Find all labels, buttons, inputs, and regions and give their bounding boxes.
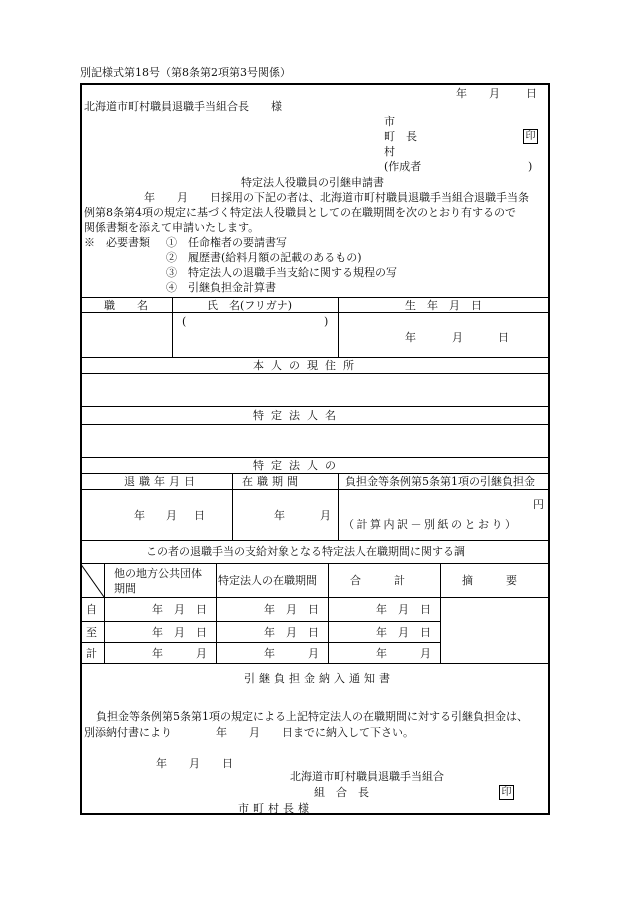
header-month: 月 (489, 87, 500, 100)
retire-month: 月 (166, 509, 177, 522)
rule (80, 406, 550, 407)
from-corp: 年 月 日 (264, 603, 319, 616)
rule (328, 563, 329, 663)
attachment-item: ② 履歴書(給料月額の記載のあるもの) (166, 251, 362, 264)
rule (80, 563, 550, 564)
row-label-sum: 計 (86, 647, 97, 660)
row-label-from: 自 (86, 603, 97, 616)
rule (104, 563, 105, 663)
header-other-gov-period: 期間 (114, 582, 136, 595)
amount-note: （計算内訳－別紙のとおり） (343, 518, 519, 531)
notice-line-1: 負担金等条例第5条第1項の規定による上記特定法人の在職期間に対する引継負担金は、 (96, 710, 528, 723)
attachment-item: ④ 引継負担金計算書 (166, 281, 276, 294)
addressee: 北海道市町村職員退職手当組合長 様 (84, 100, 282, 113)
notice-line-2: 別添納付書により 年 月 日までに納入して下さい。 (84, 726, 414, 739)
applicant-creator: (作成者 (384, 160, 422, 173)
address-header: 本人の現住所 (253, 359, 361, 372)
header-tenure: 在職期間 (242, 475, 302, 488)
rule (338, 297, 339, 357)
corp-header: 特定法人の (253, 459, 343, 472)
header-total: 合 計 (350, 574, 405, 587)
rule (80, 663, 550, 664)
body-line-3: 関係書類を添えて申請いたします。 (84, 221, 260, 234)
notice-recipient: 市町村長様 (238, 802, 313, 815)
applicant-shi: 市 (384, 115, 395, 128)
to-total: 年 月 日 (376, 626, 431, 639)
rule (80, 540, 550, 541)
tenure-year: 年 (274, 509, 285, 522)
to-other: 年 月 日 (152, 626, 207, 639)
rule (440, 563, 441, 663)
birth-year: 年 (405, 331, 416, 344)
body-line-2: 例第8条第4項の規定に基づく特定法人役職員としての在職期間を次のとおり有するので (84, 206, 516, 219)
rule (80, 597, 550, 598)
notice-issuer: 北海道市町村職員退職手当組合 (290, 770, 444, 783)
form-reference: 別記様式第18号（第8条第2項第3号関係） (80, 66, 291, 79)
form-title: 特定法人役職員の引継申請書 (241, 176, 384, 189)
rule (80, 621, 440, 622)
furigana-open: ( (182, 315, 187, 328)
sum-other: 年 月 (152, 647, 207, 660)
applicant-creator-close: ) (528, 160, 533, 173)
rule (80, 457, 550, 458)
rule (80, 312, 550, 313)
rule (80, 373, 550, 374)
header-name: 氏 名(フリガナ) (207, 299, 293, 312)
furigana-close: ) (324, 315, 329, 328)
retire-day: 日 (194, 509, 205, 522)
rule (80, 424, 550, 425)
rule (80, 642, 440, 643)
attachments-label: ※ 必要書類 (84, 236, 150, 249)
corp-name-header: 特定法人名 (253, 409, 343, 422)
tenure-month: 月 (320, 509, 331, 522)
to-corp: 年 月 日 (264, 626, 319, 639)
issuer-seal: 印 (499, 785, 514, 800)
header-day: 日 (526, 87, 537, 100)
from-total: 年 月 日 (376, 603, 431, 616)
attachment-item: ① 任命権者の要請書写 (166, 236, 287, 249)
notice-title: 引継負担金納入通知書 (244, 672, 394, 685)
rule (172, 297, 173, 357)
rule (80, 357, 550, 358)
header-corp-tenure: 特定法人の在職期間 (218, 574, 317, 587)
header-remarks: 摘 要 (462, 574, 517, 587)
header-birthdate: 生 年 月 日 (405, 299, 482, 312)
notice-issuer-title: 組 合 長 (314, 786, 369, 799)
header-position: 職 名 (104, 299, 148, 312)
applicant-cho: 町 長 (384, 130, 417, 143)
rule (216, 563, 217, 663)
rule (80, 489, 550, 490)
header-other-gov: 他の地方公共団体 (114, 567, 202, 580)
survey-title: この者の退職手当の支給対象となる特定法人在職期間に関する調 (146, 545, 465, 558)
rule (80, 473, 550, 474)
from-other: 年 月 日 (152, 603, 207, 616)
birth-month: 月 (452, 331, 463, 344)
header-transfer-amount: 負担金等条例第5条第1項の引継負担金 (345, 475, 535, 488)
header-year: 年 (456, 87, 467, 100)
body-line-1: 年 月 日採用の下記の者は、北海道市町村職員退職手当組合退職手当条 (144, 191, 529, 204)
applicant-son: 村 (384, 145, 395, 158)
retire-year: 年 (134, 509, 145, 522)
sum-total: 年 月 (376, 647, 431, 660)
rule (232, 473, 233, 540)
rule (338, 473, 339, 540)
applicant-seal: 印 (523, 129, 538, 144)
sum-corp: 年 月 (264, 647, 319, 660)
header-retirement-date: 退職年月日 (124, 475, 199, 488)
amount-yen: 円 (533, 498, 544, 511)
row-label-to: 至 (86, 626, 97, 639)
notice-date: 年 月 日 (156, 757, 233, 770)
diagonal-header-cell (80, 563, 104, 597)
rule (80, 297, 550, 298)
birth-day: 日 (498, 331, 509, 344)
attachment-item: ③ 特定法人の退職手当支給に関する規程の写 (166, 266, 397, 279)
